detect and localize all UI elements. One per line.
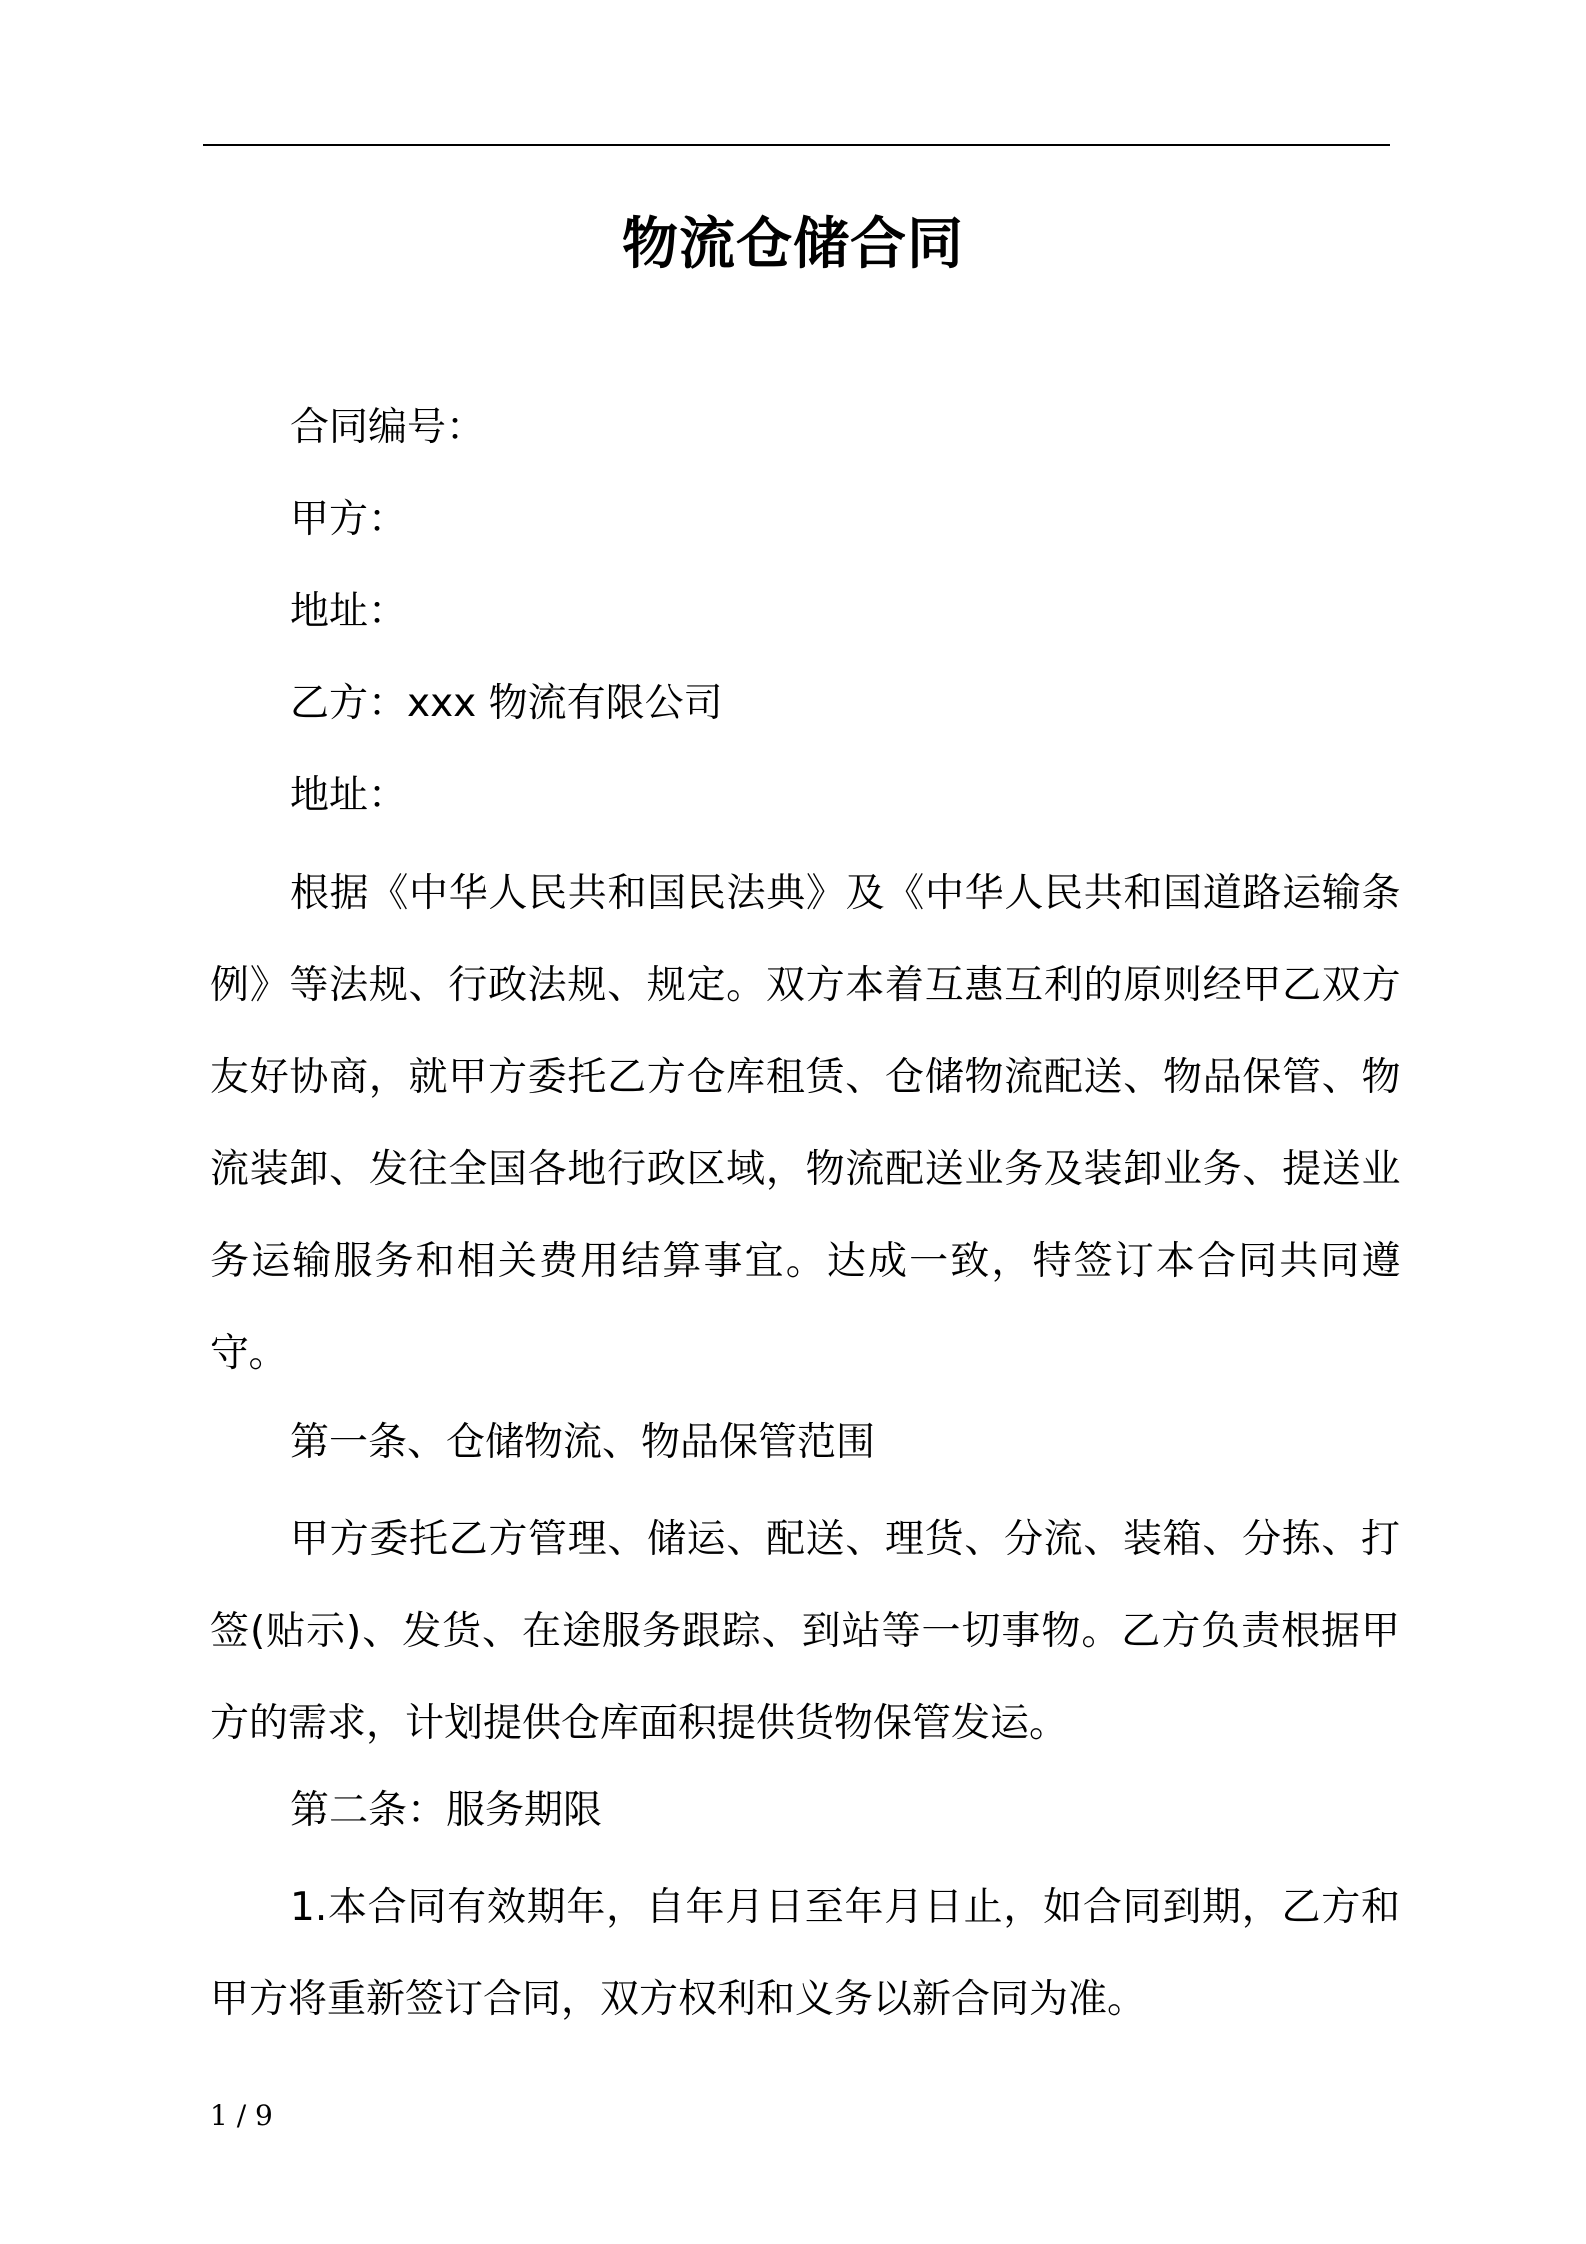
article-1-heading: 第一条、仓储物流、物品保管范围: [290, 1420, 876, 1465]
contract-number-field: 合同编号：: [290, 405, 486, 450]
document-title: 物流仓储合同: [622, 212, 964, 277]
article-2-body: 1.本合同有效期年，自年月日至年月日止，如合同到期，乙方和甲方将重新签订合同，双方权利和义务以新合同为准。: [210, 1885, 1400, 2022]
preamble-paragraph: 根据《中华人民共和国民法典》及《中华人民共和国道路运输条例》等法规、行政法规、规定。双方本着互惠互利的原则经甲乙双方友好协商，就甲方委托乙方仓库租赁、仓储物流配送、物品保管、物流装卸、发往全国各地行政区域，物流配送业务及装卸业务、提送业务运输服务和相关费用结算事宜。达成一致，特签订本合同共同遵守。: [210, 871, 1400, 1376]
party-b-address-field: 地址：: [290, 773, 408, 818]
party-a-address-field: 地址：: [290, 589, 408, 634]
header-rule: [203, 144, 1390, 146]
article-1-body: 甲方委托乙方管理、储运、配送、理货、分流、装箱、分拣、打签(贴示)、发货、在途服务跟踪、到站等一切事物。乙方负责根据甲方的需求，计划提供仓库面积提供货物保管发运。: [210, 1517, 1400, 1746]
party-b-field: 乙方：xxx 物流有限公司: [290, 681, 723, 726]
article-2-heading: 第二条：服务期限: [290, 1788, 603, 1833]
page-number: 1 / 9: [210, 2099, 273, 2132]
party-a-field: 甲方：: [290, 497, 408, 542]
